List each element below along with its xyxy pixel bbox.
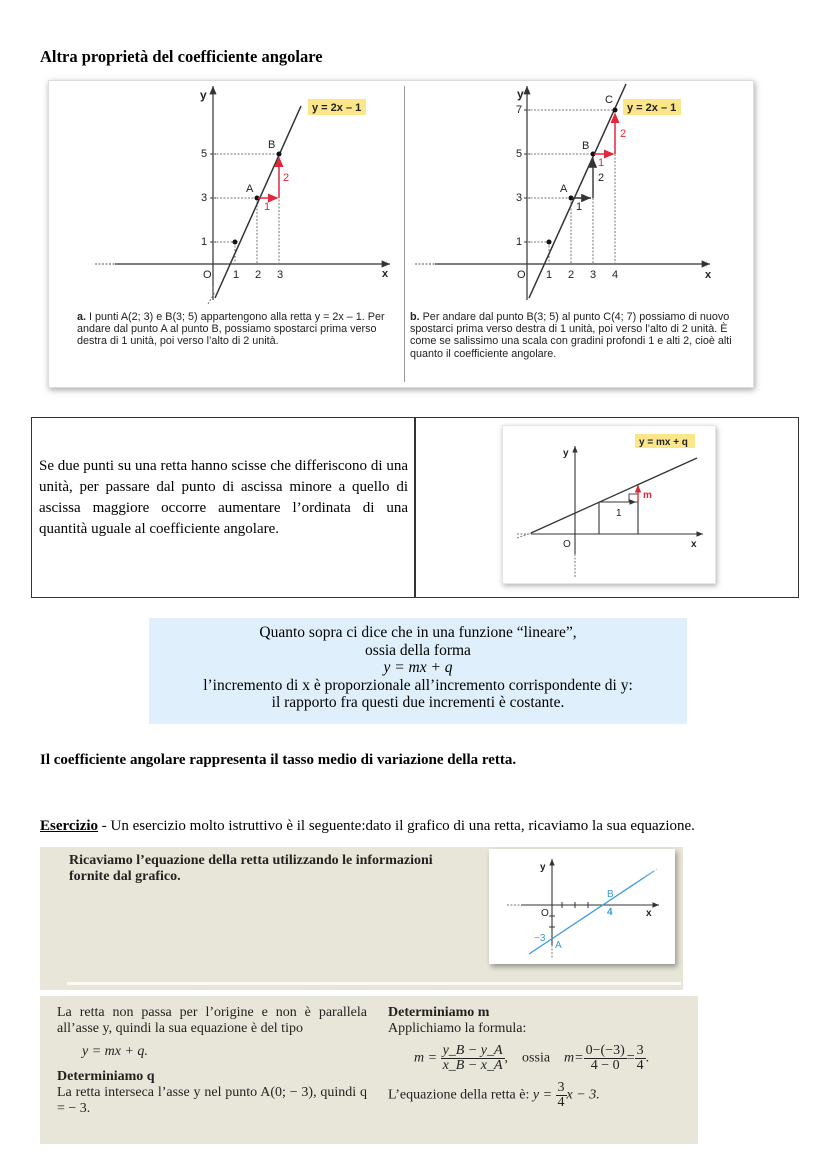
svg-text:3: 3: [201, 192, 208, 204]
svg-text:2: 2: [255, 269, 262, 281]
svg-text:3: 3: [590, 269, 597, 281]
svg-text:C: C: [605, 94, 613, 106]
svg-text:y = 2x – 1: y = 2x – 1: [627, 102, 677, 114]
svg-text:O: O: [541, 908, 549, 919]
svg-text:1: 1: [233, 269, 240, 281]
svg-text:y: y: [517, 87, 524, 101]
svg-text:y: y: [563, 448, 569, 459]
section-title: Altra proprietà del coefficiente angolare: [40, 47, 323, 66]
graph-exercise: [489, 849, 675, 964]
rule-figure: [502, 425, 716, 584]
svg-text:4: 4: [612, 269, 619, 281]
svg-text:A: A: [560, 183, 568, 195]
svg-text:1: 1: [201, 236, 208, 248]
caption-b: b. Per andare dal punto B(3; 5) al punto C(4; 7) possiamo di nuovo spostarci prima verso destra di 1 unità, poi verso l’alto di 2 unità. È come se salissimo una scala con gradini profondi 1 e alti 2, cioè alti quanto il coefficiente angolare.: [410, 311, 732, 360]
svg-text:7: 7: [516, 104, 523, 116]
solution-right: [388, 1005, 698, 1110]
svg-text:m: m: [643, 490, 652, 501]
axis-y-label: y: [200, 88, 207, 102]
svg-text:B: B: [607, 889, 614, 900]
svg-text:5: 5: [516, 148, 523, 160]
svg-text:1: 1: [616, 508, 622, 519]
exercise-prompt: Ricaviamo l’equazione della retta utilizzando le informazioni fornite dal grafico.: [69, 853, 433, 884]
svg-text:x: x: [646, 908, 652, 919]
m-heading: Determiniamo m: [388, 1005, 490, 1020]
svg-text:A: A: [246, 183, 254, 195]
m-intro: Applichiamo la formula:: [388, 1021, 527, 1036]
svg-text:2: 2: [598, 172, 605, 184]
note-line-4: l’incremento di x è proporzionale all’incremento corrispondente di y:: [203, 676, 633, 694]
exercise-intro: Esercizio - Un esercizio molto istruttivo è il seguente:dato il grafico di una retta, ricaviamo la sua equazione.: [40, 818, 695, 834]
svg-text:1: 1: [264, 201, 271, 213]
svg-text:x: x: [382, 268, 389, 280]
note-line-2: ossia della forma: [365, 641, 471, 659]
svg-text:y: y: [540, 862, 546, 873]
rate-statement: Il coefficiente angolare rappresenta il tasso medio di variazione della retta.: [40, 752, 517, 768]
solution-intro: La retta non passa per l’origine e non è parallela all’asse y, quindi la sua equazione è del tipo: [57, 1005, 367, 1036]
svg-text:x: x: [691, 539, 697, 550]
figure-divider: [404, 86, 405, 382]
svg-text:y = mx + q: y = mx + q: [639, 437, 688, 448]
svg-text:5: 5: [201, 148, 208, 160]
svg-text:B: B: [582, 140, 590, 152]
svg-text:x: x: [705, 269, 712, 281]
final-equation: L’equazione della retta è: y = $\frac{3}{4}$ x − 3.: [388, 1080, 600, 1110]
svg-text:2: 2: [620, 128, 627, 140]
graph-mx-q: [503, 426, 717, 585]
exercise-divider: [67, 982, 681, 985]
q-text: La retta interseca l’asse y nel punto A(0; − 3), quindi q = − 3.: [57, 1085, 367, 1116]
exercise-label: Esercizio: [40, 818, 99, 834]
linear-function-note: [149, 618, 687, 724]
svg-text:3: 3: [277, 269, 284, 281]
note-line-1: Quanto sopra ci dice che in una funzione “lineare”,: [259, 624, 577, 641]
svg-text:O: O: [203, 269, 212, 281]
svg-text:O: O: [563, 539, 571, 550]
caption-a: a. I punti A(2; 3) e B(3; 5) appartengono alla retta y = 2x – 1. Per andare dal punto A al punto B, possiamo spostarci prima verso destra di 1 unità, poi verso l’alto di 2 unità.: [77, 311, 385, 348]
rule-text: Se due punti su una retta hanno scisse che differiscono di una unità, per passare dal punto di ascissa minore a quello di ascissa maggiore occorre aumentare l’ordinata di una quantità uguale al coefficiente angolare.: [39, 458, 408, 537]
svg-text:2: 2: [568, 269, 575, 281]
svg-text:A: A: [555, 940, 562, 951]
svg-text:1: 1: [576, 201, 583, 213]
svg-text:1: 1: [598, 157, 605, 169]
rule-table-divider: [414, 417, 416, 598]
svg-text:4: 4: [607, 907, 613, 918]
svg-text:1: 1: [516, 236, 523, 248]
exercise-figure: [489, 849, 675, 964]
slope-formula: m = $\frac{y\_B - y\_A}{x\_B - x\_A}$ , ossia m= $\frac{0-(-3)}{4 - 0}$ = $\frac{3}{4}$ .: [414, 1043, 650, 1073]
svg-text:O: O: [517, 269, 526, 281]
general-form: y = mx + q.: [82, 1044, 148, 1059]
note-line-5: il rapporto fra questi due incrementi è costante.: [271, 694, 565, 712]
svg-text:1: 1: [546, 269, 553, 281]
q-heading: Determiniamo q: [57, 1069, 155, 1084]
graph-a: [80, 82, 404, 310]
svg-text:3: 3: [516, 192, 523, 204]
note-formula: y = mx + q: [383, 659, 453, 677]
svg-text:B: B: [268, 139, 276, 151]
solution-left: [57, 1005, 367, 1117]
svg-text:−3: −3: [534, 933, 546, 944]
graph-b: [410, 82, 750, 310]
svg-text:2: 2: [283, 172, 290, 184]
equation-label: y = 2x – 1: [312, 102, 362, 114]
